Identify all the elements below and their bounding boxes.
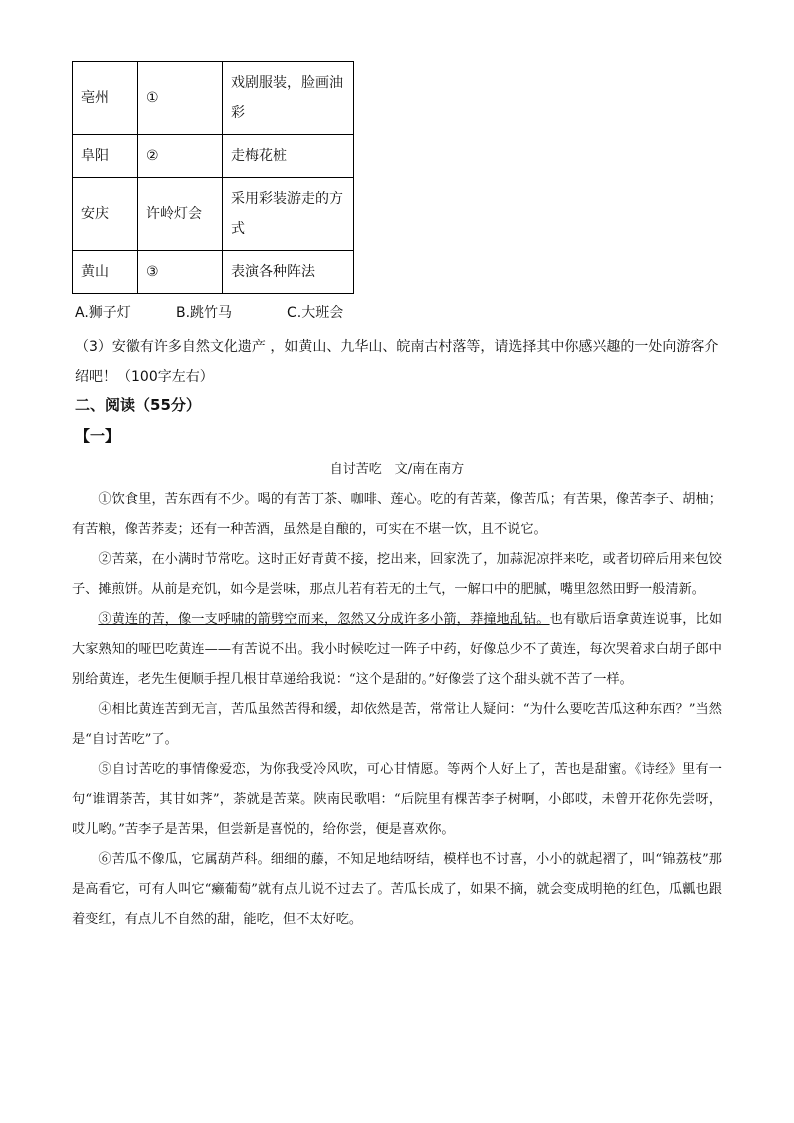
table-cell-item: ③ [138,251,223,294]
underlined-sentence: ③黄连的苦，像一支呼啸的箭劈空而来，忽然又分成许多小箭，莽撞地乱钻。 [98,612,550,627]
subsection-heading: 【一】 [75,427,121,445]
table-cell-feature: 戏剧服装，脸画油彩 [223,62,354,135]
paragraph-2: ②苦菜，在小满时节常吃。这时正好青黄不接，挖出来，回家洗了，加蒜泥凉拌来吃，或者切碎后用来包饺子、摊煎饼。从前是充饥，如今是尝味，那点儿若有若无的土气，一解口中的肥腻，嘴里忽然田野一般清新。 [72,552,722,597]
paragraph-5: ⑤自讨苦吃的事情像爱恋，为你我受冷风吹，可心甘情愿。等两个人好上了，苦也是甜蜜。《诗经》里有一句“谁谓荼苦，其甘如荠”，荼就是苦菜。陕南民歌唱：“后院里有棵苦李子树啊，小郎哎，未曾开花你先尝呀，哎儿哟。”苦李子是苦果，但尝新是喜悦的，给你尝，便是喜欢你。 [72,762,722,837]
table-cell-item: ② [138,135,223,178]
article-title: 自讨苦吃 文/南在南方 [329,462,465,477]
option-b: B.跳竹马 [176,305,233,321]
table-row [73,135,354,178]
paragraph-6: ⑥苦瓜不像瓜，它属葫芦科。细细的藤，不知足地结呀结，模样也不讨喜，小小的就起褶了，叫“锦荔枝”那是高看它，可有人叫它“癞葡萄”就有点儿说不过去了。苦瓜长成了，如果不摘，就会变成明艳的红色，瓜瓤也跟着变红，有点儿不自然的甜，能吃，但不太好吃。 [72,852,722,927]
table-row [73,178,354,251]
option-c: C.大班会 [287,305,344,321]
table-cell-item: ① [138,62,223,135]
table-cell-place: 安庆 [73,178,138,251]
article-body [72,485,722,935]
table-row [73,62,354,135]
table-cell-feature: 表演各种阵法 [223,251,354,294]
question-3: （3）安徽有许多自然文化遗产 ，如黄山、九华山、皖南古村落等，请选择其中你感兴趣的一处向游客介绍吧！（100字左右） [75,339,719,385]
section-heading: 二、阅读（55分） [75,396,201,414]
paragraph-4: ④相比黄连苦到无言，苦瓜虽然苦得和缓，却依然是苦，常常让人疑问：“为什么要吃苦瓜这种东西？”当然是“自讨苦吃”了。 [72,702,722,747]
option-a: A.狮子灯 [75,305,131,321]
table-cell-feature: 采用彩装游走的方式 [223,178,354,251]
paragraph-3-rest: 也有歇后语拿黄连说事，比如大家熟知的哑巴吃黄连——有苦说不出。我小时候吃过一阵子中药，好像总少不了黄连，每次哭着求白胡子郎中别给黄连，老先生便顺手捏几根甘草递给我说：“这个是甜的。”好像尝了这个甜头就不苦了一样。 [72,612,723,687]
table-cell-place: 黄山 [73,251,138,294]
table-cell-place: 阜阳 [73,135,138,178]
paragraph-1: ①饮食里，苦东西有不少。喝的有苦丁茶、咖啡、莲心。吃的有苦菜，像苦瓜；有苦果，像苦李子、胡柚；有苦粮，像苦荞麦；还有一种苦酒，虽然是自酿的，可实在不堪一饮，且不说它。 [72,492,722,537]
table-row [73,251,354,294]
answer-options [75,302,343,322]
table-cell-feature: 走梅花桩 [223,135,354,178]
table-cell-item: 许岭灯会 [138,178,223,251]
lantern-table [72,61,354,294]
paragraph-3 [72,605,722,695]
table-cell-place: 亳州 [73,62,138,135]
